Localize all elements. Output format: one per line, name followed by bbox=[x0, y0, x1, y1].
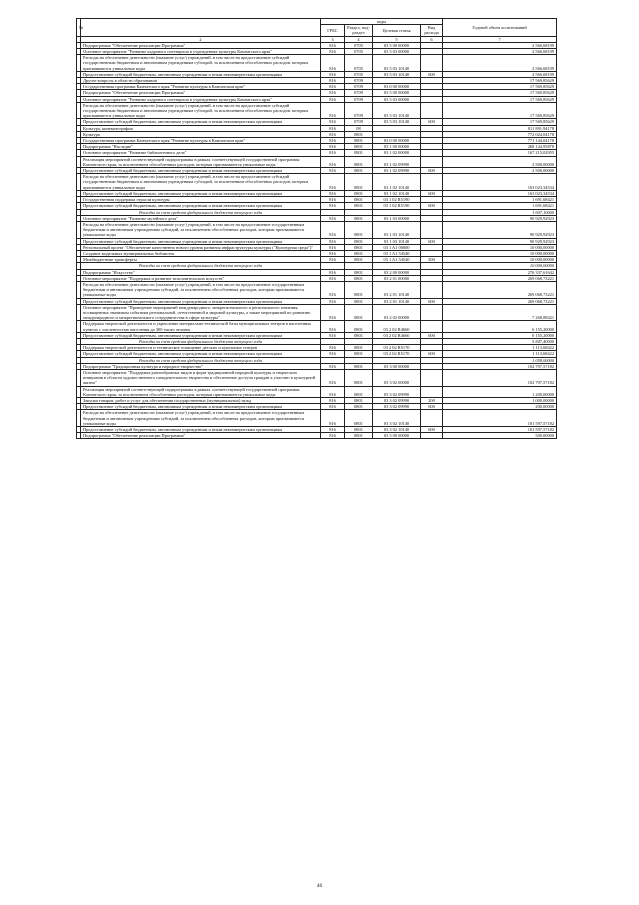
row-vid: 600 bbox=[421, 238, 443, 244]
row-amount: 10 000,00000 bbox=[443, 257, 557, 263]
row-amount: 102 797,57182 bbox=[443, 363, 557, 369]
row-razdel: 08 bbox=[345, 125, 373, 131]
row-cel: 03 1 02 10140 bbox=[373, 190, 421, 196]
row-grbs: 816 bbox=[321, 131, 345, 137]
row-cel: 03 1 02 09990 bbox=[373, 168, 421, 174]
row-amount: 811 891,94178 bbox=[443, 125, 557, 131]
row-name: Предоставление субсидий бюджетным, автономным учреждениям и иным некоммерческим организациям bbox=[81, 119, 321, 125]
row-grbs: 816 bbox=[321, 369, 345, 386]
row-cel: 03 1 02 R5190 bbox=[373, 203, 421, 209]
row-vid: 600 bbox=[421, 427, 443, 433]
row-amount: 2 566,68199 bbox=[443, 71, 557, 77]
row-name: Предоставление субсидий бюджетным, автономным учреждениям и иным некоммерческим организациям bbox=[81, 203, 321, 209]
row-razdel: 0801 bbox=[345, 156, 373, 167]
row-name: Предоставление субсидий бюджетным, автономным учреждениям и иным некоммерческим организациям bbox=[81, 332, 321, 338]
row-amount: 2 500,00000 bbox=[443, 168, 557, 174]
row-grbs: 816 bbox=[321, 144, 345, 150]
row-cel: 03 5 00 00000 bbox=[373, 90, 421, 96]
row-razdel: 0801 bbox=[345, 174, 373, 191]
row-name: Предоставление субсидий бюджетным, автономным учреждениям и иным некоммерческим организациям bbox=[81, 190, 321, 196]
row-grbs: 816 bbox=[321, 90, 345, 96]
row-razdel: 0801 bbox=[345, 386, 373, 397]
row-grbs: 816 bbox=[321, 404, 345, 410]
row-grbs: 816 bbox=[321, 119, 345, 125]
row-name: Предоставление субсидий бюджетным, автономным учреждениям и иным некоммерческим организациям bbox=[81, 168, 321, 174]
row-amount: 167 215,02955 bbox=[443, 150, 557, 156]
row-amount: 6 155,20000 bbox=[443, 332, 557, 338]
row-grbs: 816 bbox=[321, 427, 345, 433]
row-vid: 600 bbox=[421, 203, 443, 209]
row-vid: 600 bbox=[421, 190, 443, 196]
row-razdel: 0801 bbox=[345, 304, 373, 321]
row-cel: 03 3 02 10140 bbox=[373, 427, 421, 433]
row-amount: 1 200,00000 bbox=[443, 386, 557, 397]
row-cel: 03 2 02 R5170 bbox=[373, 351, 421, 357]
row-vid bbox=[421, 156, 443, 167]
row-cel: 03 5 03 10140 bbox=[373, 119, 421, 125]
row-razdel: 0801 bbox=[345, 257, 373, 263]
row-vid: 600 bbox=[421, 332, 443, 338]
row-amount: 771 144,04178 bbox=[443, 138, 557, 144]
row-grbs: 816 bbox=[321, 168, 345, 174]
row-cel: 03 5 03 00000 bbox=[373, 49, 421, 55]
row-razdel: 0801 bbox=[345, 244, 373, 250]
row-cel: 03 1 A1 54540 bbox=[373, 257, 421, 263]
row-amount: 2 500,00000 bbox=[443, 156, 557, 167]
row-amount: 772 024,04178 bbox=[443, 131, 557, 137]
row-razdel: 0801 bbox=[345, 345, 373, 351]
row-name: Подпрограмма "Обеспечение реализации Программы" bbox=[81, 433, 321, 439]
row-grbs: 816 bbox=[321, 138, 345, 144]
row-cel: 03 1 02 00000 bbox=[373, 150, 421, 156]
row-razdel: 0709 bbox=[345, 84, 373, 90]
table-row bbox=[77, 174, 557, 191]
row-grbs: 816 bbox=[321, 304, 345, 321]
row-cel: 03 5 03 00000 bbox=[373, 96, 421, 102]
row-vid bbox=[421, 304, 443, 321]
row-name: Подпрограмма "Обеспечение реализации Программы" bbox=[81, 42, 321, 48]
row-name: Расходы на обеспечение деятельности (оказание услуг) учреждений, в том числе на предоставление государственным бюджетным и автономным учреждениям субсидий, за исключением обособленных расходов, которым присваиваются уникальные коды bbox=[81, 221, 321, 238]
row-razdel: 0801 bbox=[345, 281, 373, 298]
header-amount: Годовой объем ассигнований bbox=[443, 19, 557, 37]
row-amount: 2 566,68199 bbox=[443, 49, 557, 55]
row-razdel: 0801 bbox=[345, 363, 373, 369]
row-vid bbox=[421, 321, 443, 332]
row-grbs: 816 bbox=[321, 244, 345, 250]
row-razdel: 0801 bbox=[345, 275, 373, 281]
row-cel: 03 3 02 10140 bbox=[373, 410, 421, 427]
row-amount: 102 797,57182 bbox=[443, 369, 557, 386]
row-razdel: 0709 bbox=[345, 78, 373, 84]
row-grbs: 816 bbox=[321, 78, 345, 84]
row-amount: 269 068,73221 bbox=[443, 298, 557, 304]
row-name: Региональный проект "Обеспечение качественно нового уровня развития инфраструктуры культуры ("Культурная среда")" bbox=[81, 244, 321, 250]
row-amount: 1 113,68422 bbox=[443, 345, 557, 351]
row-vid bbox=[421, 174, 443, 191]
row-grbs: 816 bbox=[321, 42, 345, 48]
row-name: Государственная программа Камчатского края "Развитие культуры в Камчатском крае" bbox=[81, 84, 321, 90]
row-vid: 600 bbox=[421, 119, 443, 125]
row-amount: 90 929,92923 bbox=[443, 221, 557, 238]
table-row bbox=[77, 321, 557, 332]
row-name: Основное мероприятие "Развитие кадрового потенциала в учреждениях культуры Камчатского края" bbox=[81, 96, 321, 102]
row-razdel: 0709 bbox=[345, 96, 373, 102]
row-name: Основное мероприятие "Поддержка разнообразных видов и форм традиционной народной культуры и творческих инициатив в области художественного самодеятельного творчества и обеспечение доступа граждан к участию в культурной жизни" bbox=[81, 369, 321, 386]
row-name: Основное мероприятие "Поддержка и развитие исполнительских искусств" bbox=[81, 275, 321, 281]
row-razdel: 0801 bbox=[345, 269, 373, 275]
row-name: Другие вопросы в области образования bbox=[81, 78, 321, 84]
row-razdel: 0801 bbox=[345, 298, 373, 304]
row-grbs: 816 bbox=[321, 215, 345, 221]
header-index: 4 bbox=[345, 36, 373, 42]
row-cel: 03 2 01 00000 bbox=[373, 275, 421, 281]
row-razdel: 0801 bbox=[345, 238, 373, 244]
row-cel: 03 1 03 00000 bbox=[373, 215, 421, 221]
row-vid: 600 bbox=[421, 351, 443, 357]
budget-page bbox=[76, 18, 556, 439]
row-cel: 03 2 02 R5170 bbox=[373, 345, 421, 351]
row-name: Подпрограмма "Обеспечение реализации Программы" bbox=[81, 90, 321, 96]
row-vid: 600 bbox=[421, 168, 443, 174]
header-index: 6 bbox=[421, 36, 443, 42]
row-grbs: 816 bbox=[321, 433, 345, 439]
row-amount: 1 691,68421 bbox=[443, 197, 557, 203]
row-vid bbox=[421, 221, 443, 238]
row-name: Расходы на обеспечение деятельности (оказание услуг) учреждений, в том числе на предоставление государственным бюджетным и автономным учреждениям субсидий, за исключением обособленных расходов, которым присваиваются уникальные коды bbox=[81, 281, 321, 298]
row-amount: 90 929,92923 bbox=[443, 238, 557, 244]
row-grbs: 816 bbox=[321, 102, 345, 119]
row-razdel: 0801 bbox=[345, 150, 373, 156]
table-row bbox=[77, 55, 557, 72]
row-amount: 2 566,68199 bbox=[443, 55, 557, 72]
row-vid bbox=[421, 369, 443, 386]
row-cel: 03 1 00 00000 bbox=[373, 144, 421, 150]
row-name: Подпрограмма "Традиционная культура и народное творчество" bbox=[81, 363, 321, 369]
header-index: 5 bbox=[373, 36, 421, 42]
row-amount: 1 607,10000 bbox=[443, 209, 557, 215]
row-name: Расходы на обеспечение деятельности (оказание услуг) учреждений, в том числе на предоставление субсидий государственным бюджетным и автономным учреждениям субсидий, за исключением обособленных расходов, которым присваиваются уникальные коды bbox=[81, 174, 321, 191]
row-grbs: 816 bbox=[321, 150, 345, 156]
row-grbs: 816 bbox=[321, 275, 345, 281]
table-header bbox=[77, 19, 557, 43]
row-amount: 90 929,92923 bbox=[443, 215, 557, 221]
row-name: Основное мероприятие "Проведение мероприятий международного, межрегионального и регионального значения, посвященных значимым событиям региональной, отечественной и мировой культуры, а также мероприятий по развитию международного и межрегионального сотрудничества в сфере культуры" bbox=[81, 304, 321, 321]
row-cel: 03 3 02 09990 bbox=[373, 404, 421, 410]
table-row bbox=[77, 386, 557, 397]
row-vid: 500 bbox=[421, 257, 443, 263]
row-razdel: 0705 bbox=[345, 71, 373, 77]
row-cel: 03 5 00 00000 bbox=[373, 433, 421, 439]
row-razdel: 0709 bbox=[345, 102, 373, 119]
row-name: Поддержка творческой деятельности и техническое оснащение детских и кукольных театров bbox=[81, 345, 321, 351]
row-amount: 268 144,95878 bbox=[443, 144, 557, 150]
row-razdel: 0801 bbox=[345, 221, 373, 238]
row-amount: 1 000,00000 bbox=[443, 398, 557, 404]
header-index: 7 bbox=[443, 36, 557, 42]
row-grbs: 816 bbox=[321, 321, 345, 332]
table-row bbox=[77, 369, 557, 386]
row-cel: 03 1 02 10140 bbox=[373, 174, 421, 191]
row-cel: 03 2 02 R4660 bbox=[373, 332, 421, 338]
table-row bbox=[77, 304, 557, 321]
row-name: Основное мероприятие "Развитие музейного дела" bbox=[81, 215, 321, 221]
row-razdel: 0801 bbox=[345, 398, 373, 404]
row-razdel: 0801 bbox=[345, 190, 373, 196]
row-vid bbox=[421, 386, 443, 397]
row-cel: 03 1 02 09990 bbox=[373, 156, 421, 167]
table-row bbox=[77, 433, 557, 439]
row-cel: 03 3 02 09990 bbox=[373, 386, 421, 397]
row-amount: 6 155,20000 bbox=[443, 321, 557, 332]
row-amount: 1 691,68421 bbox=[443, 203, 557, 209]
row-name: Расходы за счет средств федерального бюджета текущего года bbox=[81, 263, 321, 269]
table-body bbox=[77, 42, 557, 439]
row-razdel: 0709 bbox=[345, 119, 373, 125]
row-cel: 03 5 03 10140 bbox=[373, 102, 421, 119]
row-grbs: 816 bbox=[321, 125, 345, 131]
row-grbs: 816 bbox=[321, 257, 345, 263]
row-razdel: 0709 bbox=[345, 90, 373, 96]
row-razdel: 0801 bbox=[345, 321, 373, 332]
table-row bbox=[77, 102, 557, 119]
row-razdel: 0801 bbox=[345, 138, 373, 144]
row-name: Расходы за счет средств федерального бюджета текущего года bbox=[81, 209, 321, 215]
row-cel: 03 5 03 10140 bbox=[373, 71, 421, 77]
row-grbs: 816 bbox=[321, 190, 345, 196]
row-razdel: 0801 bbox=[345, 427, 373, 433]
row-cel: 03 0 00 00000 bbox=[373, 138, 421, 144]
row-amount: 17 569,85629 bbox=[443, 102, 557, 119]
row-razdel: 0801 bbox=[345, 410, 373, 427]
row-name: Государственная программа Камчатского края "Развитие культуры в Камчатском крае" bbox=[81, 138, 321, 144]
header-index: 1 bbox=[77, 36, 81, 42]
row-razdel: 0801 bbox=[345, 250, 373, 256]
row-amount: 10 000,00000 bbox=[443, 244, 557, 250]
row-amount: 5 847,40000 bbox=[443, 338, 557, 344]
row-amount: 269 068,73221 bbox=[443, 281, 557, 298]
row-razdel: 0705 bbox=[345, 49, 373, 55]
row-cel: 03 1 03 10140 bbox=[373, 238, 421, 244]
row-amount: 10 000,00000 bbox=[443, 250, 557, 256]
header-name bbox=[81, 19, 321, 37]
row-name: Расходы за счет средств федерального бюджета текущего года bbox=[81, 338, 321, 344]
row-grbs: 816 bbox=[321, 269, 345, 275]
row-razdel: 0801 bbox=[345, 203, 373, 209]
row-name: Подпрограмма "Искусство" bbox=[81, 269, 321, 275]
row-razdel: 0705 bbox=[345, 42, 373, 48]
row-grbs: 816 bbox=[321, 203, 345, 209]
row-amount: 1 058,00000 bbox=[443, 357, 557, 363]
row-razdel: 0801 bbox=[345, 168, 373, 174]
row-razdel: 0801 bbox=[345, 144, 373, 150]
row-grbs: 816 bbox=[321, 49, 345, 55]
row-name: Основное мероприятие "Развитие библиотечного дела" bbox=[81, 150, 321, 156]
row-amount: 276 337,61642 bbox=[443, 269, 557, 275]
row-vid: 600 bbox=[421, 404, 443, 410]
row-amount: 2 566,68199 bbox=[443, 42, 557, 48]
row-grbs: 816 bbox=[321, 238, 345, 244]
row-razdel: 0801 bbox=[345, 404, 373, 410]
row-name: Предоставление субсидий бюджетным, автономным учреждениям и иным некоммерческим организациям bbox=[81, 404, 321, 410]
row-amount: 17 569,85629 bbox=[443, 78, 557, 84]
row-amount: 17 569,85629 bbox=[443, 119, 557, 125]
row-amount: 10 000,00000 bbox=[443, 263, 557, 269]
row-razdel: 0801 bbox=[345, 215, 373, 221]
page-number: 46 bbox=[316, 883, 323, 889]
row-vid bbox=[421, 102, 443, 119]
row-razdel: 0801 bbox=[345, 369, 373, 386]
row-amount: 17 569,85629 bbox=[443, 90, 557, 96]
header-no: № bbox=[77, 19, 81, 37]
row-cel: 03 5 03 10140 bbox=[373, 55, 421, 72]
row-razdel: 0801 bbox=[345, 131, 373, 137]
row-amount: 7 268,88421 bbox=[443, 304, 557, 321]
table-row bbox=[77, 281, 557, 298]
row-name: Предоставление субсидий бюджетным, автономным учреждениям и иным некоммерческим организациям bbox=[81, 427, 321, 433]
row-cel: 03 3 02 09990 bbox=[373, 398, 421, 404]
row-cel: 03 2 01 10140 bbox=[373, 281, 421, 298]
row-name: Предоставление субсидий бюджетным, автономным учреждениям и иным некоммерческим организациям bbox=[81, 351, 321, 357]
row-grbs: 816 bbox=[321, 156, 345, 167]
row-vid bbox=[421, 55, 443, 72]
row-amount: 101 597,57182 bbox=[443, 410, 557, 427]
row-name: Расходы на обеспечение деятельности (оказание услуг) учреждений, в том числе на предоставление субсидий государственным бюджетным и автономным учреждениям субсидий, за исключением обособленных расходов, которым присваиваются уникальные коды bbox=[81, 55, 321, 72]
row-amount: 269 068,73221 bbox=[443, 275, 557, 281]
row-name: Расходы на обеспечение деятельности (оказание услуг) учреждений, в том числе на предоставление субсидий государственным бюджетным и автономным учреждениям субсидий, за исключением обособленных расходов, которым присваиваются уникальные коды bbox=[81, 102, 321, 119]
row-amount: 163 023,34534 bbox=[443, 174, 557, 191]
row-grbs: 816 bbox=[321, 332, 345, 338]
header-index: 3 bbox=[321, 36, 345, 42]
row-cel: 03 2 02 00000 bbox=[373, 304, 421, 321]
row-name: Предоставление субсидий бюджетным, автономным учреждениям и иным некоммерческим организациям bbox=[81, 71, 321, 77]
row-amount: 500,00000 bbox=[443, 433, 557, 439]
row-name: Реализация мероприятий соответствующей подпрограммы в рамках соответствующей государственной программы Камчатского края, за исключением обособленных расходов, которым присваиваются уникальные коды bbox=[81, 386, 321, 397]
row-razdel: 0801 bbox=[345, 433, 373, 439]
row-name: Предоставление субсидий бюджетным, автономным учреждениям и иным некоммерческим организациям bbox=[81, 298, 321, 304]
row-name: Государственная поддержка отрасли культуры bbox=[81, 197, 321, 203]
row-razdel: 0801 bbox=[345, 351, 373, 357]
row-razdel: 0705 bbox=[345, 55, 373, 72]
row-vid bbox=[421, 281, 443, 298]
row-grbs: 816 bbox=[321, 96, 345, 102]
row-amount: 101 597,57182 bbox=[443, 427, 557, 433]
row-cel: 03 5 00 00000 bbox=[373, 42, 421, 48]
row-grbs: 816 bbox=[321, 298, 345, 304]
row-name: Расходы на обеспечение деятельности (оказание услуг) учреждений, в том числе на предоставление государственным бюджетным и автономным учреждениям субсидий, за исключением обособленных расходов, которым присваиваются уникальные коды bbox=[81, 410, 321, 427]
row-name: Закупка товаров, работ и услуг для обеспечения государственных (муниципальных) нужд bbox=[81, 398, 321, 404]
row-vid: 200 bbox=[421, 398, 443, 404]
row-cel: 03 2 02 R4660 bbox=[373, 321, 421, 332]
row-vid: 600 bbox=[421, 71, 443, 77]
row-grbs: 816 bbox=[321, 84, 345, 90]
row-name: Культура bbox=[81, 131, 321, 137]
row-name: Межбюджетные трансферты bbox=[81, 257, 321, 263]
row-razdel: 0801 bbox=[345, 197, 373, 203]
header-cel: Целевая статья bbox=[373, 25, 421, 36]
table-row bbox=[77, 221, 557, 238]
table-row bbox=[77, 156, 557, 167]
row-amount: 1 113,68422 bbox=[443, 351, 557, 357]
row-grbs: 816 bbox=[321, 55, 345, 72]
row-grbs: 816 bbox=[321, 345, 345, 351]
row-razdel: 0801 bbox=[345, 332, 373, 338]
row-grbs: 816 bbox=[321, 363, 345, 369]
row-vid bbox=[421, 433, 443, 439]
row-grbs: 816 bbox=[321, 174, 345, 191]
row-cel: 03 1 02 R5190 bbox=[373, 197, 421, 203]
row-amount: 200,00000 bbox=[443, 404, 557, 410]
row-grbs: 816 bbox=[321, 250, 345, 256]
row-amount: 17 569,85629 bbox=[443, 96, 557, 102]
header-index: 2 bbox=[81, 36, 321, 42]
row-grbs: 816 bbox=[321, 197, 345, 203]
row-vid bbox=[421, 410, 443, 427]
header-grbs: ГРБС bbox=[321, 25, 345, 36]
row-cel: 03 3 00 00000 bbox=[373, 363, 421, 369]
row-cel: 03 1 A1 00000 bbox=[373, 244, 421, 250]
row-grbs: 816 bbox=[321, 281, 345, 298]
row-grbs: 816 bbox=[321, 386, 345, 397]
row-cel: 03 1 03 10140 bbox=[373, 221, 421, 238]
row-name: Основное мероприятие "Развитие кадрового потенциала в учреждениях культуры Камчатского края" bbox=[81, 49, 321, 55]
row-grbs: 816 bbox=[321, 351, 345, 357]
row-name: Создание модельных муниципальных библиотек bbox=[81, 250, 321, 256]
row-cel: 03 3 02 00000 bbox=[373, 369, 421, 386]
row-amount: 17 569,85629 bbox=[443, 84, 557, 90]
table-row bbox=[77, 410, 557, 427]
row-amount: 163 023,34534 bbox=[443, 190, 557, 196]
header-razdel: Раздел, под-раздел bbox=[345, 25, 373, 36]
row-cel: 03 0 00 00000 bbox=[373, 84, 421, 90]
row-name: Предоставление субсидий бюджетным, автономным учреждениям и иным некоммерческим организациям bbox=[81, 238, 321, 244]
row-grbs: 816 bbox=[321, 410, 345, 427]
header-codes: коды bbox=[321, 19, 443, 25]
row-cel: 03 1 A1 54540 bbox=[373, 250, 421, 256]
row-cel: 03 2 01 10140 bbox=[373, 298, 421, 304]
header-vid: Вид расхода bbox=[421, 25, 443, 36]
row-grbs: 816 bbox=[321, 71, 345, 77]
row-vid: 600 bbox=[421, 298, 443, 304]
row-name: Реализация мероприятий соответствующей подпрограммы в рамках соответствующей государственной программы Камчатского края, за исключением обособленных расходов, которым присваиваются уникальные коды bbox=[81, 156, 321, 167]
budget-table bbox=[76, 18, 557, 439]
row-grbs: 816 bbox=[321, 221, 345, 238]
row-cel: 03 2 00 00000 bbox=[373, 269, 421, 275]
row-grbs: 816 bbox=[321, 398, 345, 404]
row-name: Расходы за счет средств федерального бюджета текущего года bbox=[81, 357, 321, 363]
row-name: Подпрограмма "Наследие" bbox=[81, 144, 321, 150]
row-name: Поддержка творческой деятельности и укрепление материально-технической базы муниципальных театров в населенных пунктах с численностью населения до 300 тысяч человек bbox=[81, 321, 321, 332]
row-name: Культура, кинематография bbox=[81, 125, 321, 131]
